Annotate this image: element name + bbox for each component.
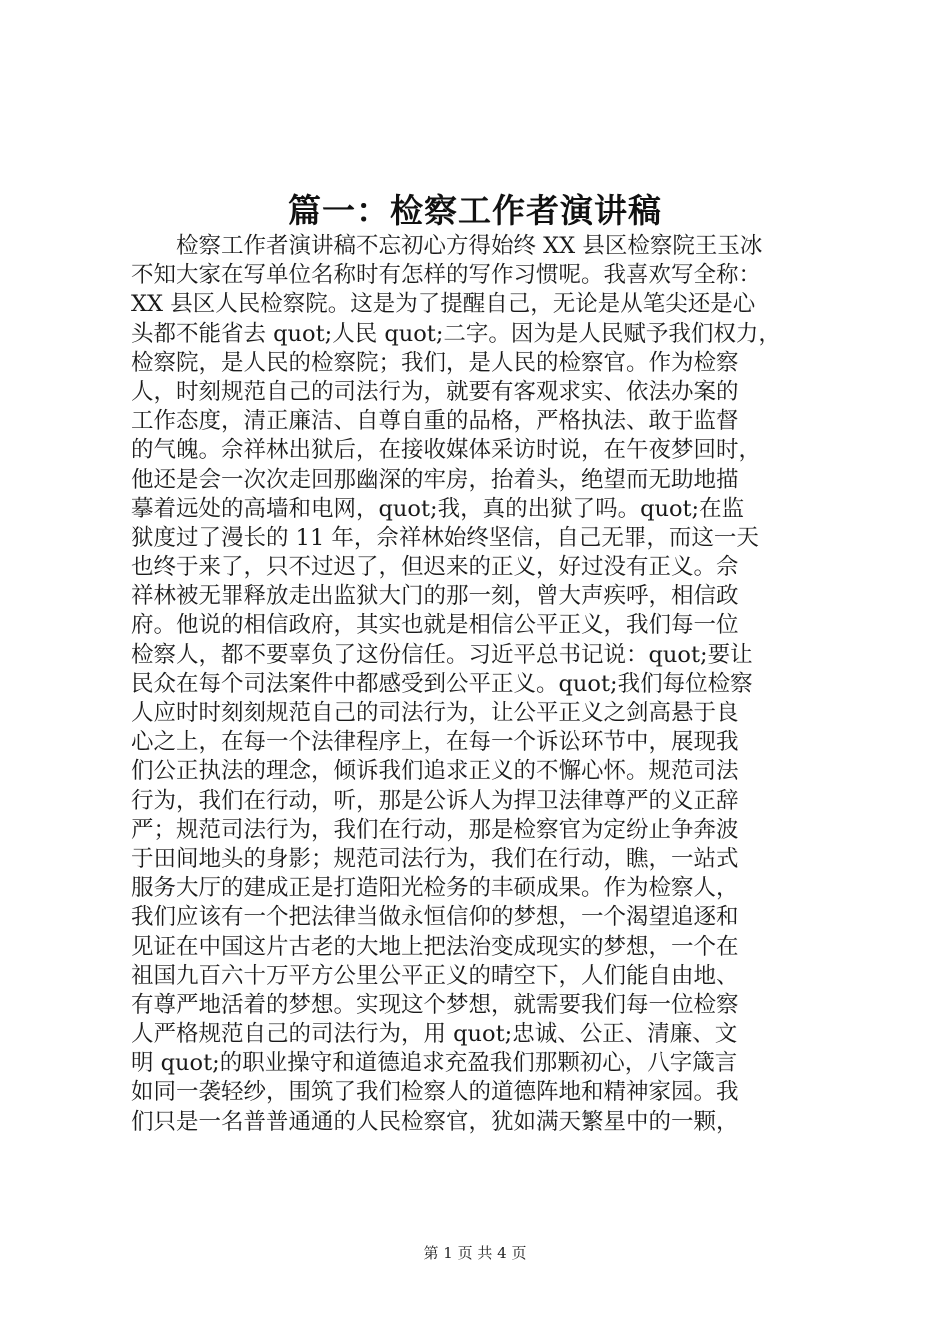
body-line: 检察人，都不要辜负了这份信任。习近平总书记说：quot;要让	[131, 641, 753, 668]
body-line: 祥林被无罪释放走出监狱大门的那一刻，曾大声疾呼，相信政	[131, 583, 739, 610]
body-line: 行为，我们在行动，听，那是公诉人为捍卫法律尊严的义正辞	[131, 787, 739, 814]
body-line: 我们应该有一个把法律当做永恒信仰的梦想，一个渴望追逐和	[131, 904, 739, 931]
document-body	[131, 232, 831, 1137]
body-line: 工作态度，清正廉洁、自尊自重的品格，严格执法、敢于监督	[131, 408, 739, 435]
body-line: 检察工作者演讲稿不忘初心方得始终 XX 县区检察院王玉冰	[176, 233, 763, 259]
body-line: 的气魄。佘祥林出狱后，在接收媒体采访时说，在午夜梦回时，	[131, 437, 762, 464]
body-line: 于田间地头的身影；规范司法行为，我们在行动，瞧，一站式	[131, 845, 739, 872]
body-line: 不知大家在写单位名称时有怎样的写作习惯呢。我喜欢写全称：	[131, 262, 762, 289]
document-title: 篇一：检察工作者演讲稿	[288, 191, 662, 230]
body-line: 狱度过了漫长的 11 年，佘祥林始终坚信，自己无罪，而这一天	[131, 524, 759, 551]
body-line: 头都不能省去 quot;人民 quot;二字。因为是人民赋予我们权力，	[131, 320, 781, 347]
body-line: 人，时刻规范自己的司法行为，就要有客观求实、依法办案的	[131, 378, 739, 405]
body-line: 祖国九百六十万平方公里公平正义的晴空下，人们能自由地、	[131, 962, 739, 989]
body-line: 们只是一名普普通通的人民检察官，犹如满天繁星中的一颗，	[131, 1108, 739, 1135]
body-line: 心之上，在每一个法律程序上，在每一个诉讼环节中，展现我	[131, 729, 739, 756]
body-line: 服务大厅的建成正是打造阳光检务的丰硕成果。作为检察人，	[131, 875, 739, 902]
body-line: 检察院，是人民的检察院；我们，是人民的检察官。作为检察	[131, 349, 739, 376]
body-line: 民众在每个司法案件中都感受到公平正义。quot;我们每位检察	[131, 670, 753, 697]
body-line: 如同一袭轻纱，围筑了我们检察人的道德阵地和精神家园。我	[131, 1079, 739, 1106]
body-line: 明 quot;的职业操守和道德追求充盈我们那颗初心，八字箴言	[131, 1050, 738, 1077]
body-line: 人严格规范自己的司法行为，用 quot;忠诚、公正、清廉、文	[131, 1021, 738, 1048]
body-line: 们公正执法的理念，倾诉我们追求正义的不懈心怀。规范司法	[131, 758, 739, 785]
body-line: 有尊严地活着的梦想。实现这个梦想，就需要我们每一位检察	[131, 991, 739, 1018]
body-line: 他还是会一次次走回那幽深的牢房，抬着头，绝望而无助地描	[131, 466, 739, 493]
body-line: 摹着远处的高墙和电网，quot;我，真的出狱了吗。quot;在监	[131, 495, 745, 522]
body-line: 严；规范司法行为，我们在行动，那是检察官为定纷止争奔波	[131, 816, 739, 843]
page-footer: 第 1 页 共 4 页	[423, 1244, 527, 1262]
body-line: 也终于来了，只不过迟了，但迟来的正义，好过没有正义。佘	[131, 554, 739, 581]
body-line: 府。他说的相信政府，其实也就是相信公平正义，我们每一位	[131, 612, 739, 639]
body-line: 人应时时刻刻规范自己的司法行为，让公平正义之剑高悬于良	[131, 700, 739, 726]
body-line: 见证在中国这片古老的大地上把法治变成现实的梦想，一个在	[131, 933, 739, 960]
body-line: XX 县区人民检察院。这是为了提醒自己，无论是从笔尖还是心	[131, 291, 756, 318]
